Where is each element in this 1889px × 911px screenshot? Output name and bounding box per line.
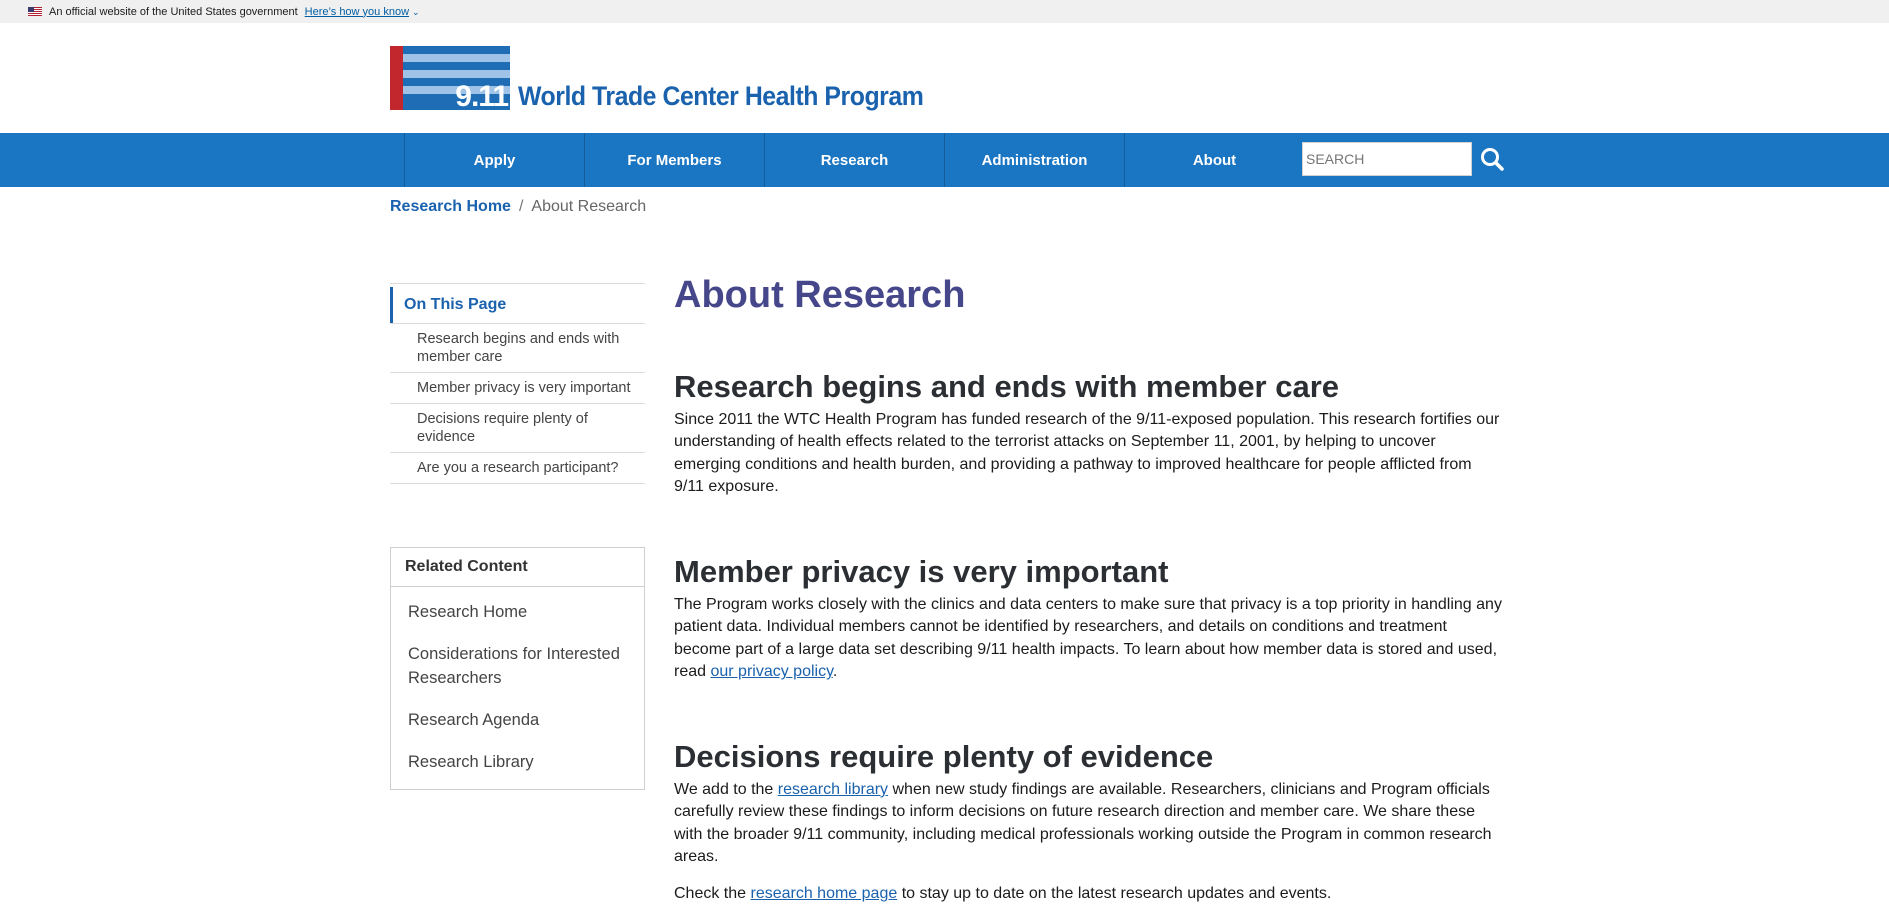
related-content-title: Related Content: [391, 548, 644, 587]
page-title: About Research: [674, 274, 966, 316]
related-link-research-home[interactable]: Research Home: [408, 603, 528, 621]
research-library-link[interactable]: research library: [777, 781, 889, 798]
main-nav: [0, 133, 1889, 187]
nav-item-research[interactable]: Research: [764, 133, 944, 187]
section-body-text: .: [832, 663, 838, 681]
us-flag-icon: [28, 7, 42, 16]
on-this-page-nav: [390, 283, 645, 484]
section-body: [674, 779, 1504, 869]
breadcrumb: [390, 198, 646, 216]
related-link-research-agenda[interactable]: Research Agenda: [408, 711, 540, 729]
main-content: [674, 270, 1504, 902]
logo-mark-icon: [390, 46, 510, 113]
related-content-box: [390, 547, 645, 790]
research-home-page-link[interactable]: research home page: [750, 885, 898, 902]
logo-mark-text: 9.11: [455, 80, 508, 113]
heres-how-you-know-link[interactable]: [305, 6, 420, 18]
site-header: [0, 23, 1889, 133]
related-link-considerations[interactable]: Considerations for Interested Researchers: [408, 645, 620, 687]
breadcrumb-current: About Research: [531, 198, 647, 215]
search-input[interactable]: [1302, 142, 1472, 176]
on-this-page-link-decisions-evidence[interactable]: Decisions require plenty of evidence: [390, 403, 645, 452]
on-this-page-link-member-privacy[interactable]: Member privacy is very important: [390, 372, 645, 403]
gov-banner-text: An official website of the United States government: [49, 5, 298, 18]
section-heading: Member privacy is very important: [674, 554, 1169, 589]
logo-title: World Trade Center Health Program: [518, 81, 924, 111]
section-member-care: [674, 368, 1504, 499]
nav-item-administration[interactable]: Administration: [944, 133, 1124, 187]
nav-item-about[interactable]: About: [1124, 133, 1304, 187]
gov-banner: [0, 0, 1889, 23]
nav-item-apply[interactable]: Apply: [404, 133, 584, 187]
section-body-text: We add to the: [674, 781, 778, 798]
section-heading: Decisions require plenty of evidence: [674, 739, 1214, 774]
section-member-privacy: [674, 553, 1504, 684]
section-decisions-evidence: [674, 738, 1504, 869]
section-decisions-evidence-followup: [674, 883, 1331, 905]
privacy-policy-link[interactable]: our privacy policy: [710, 663, 833, 681]
search-icon: [1478, 145, 1508, 175]
breadcrumb-separator: /: [518, 198, 524, 215]
nav-item-for-members[interactable]: For Members: [584, 133, 764, 187]
section-body: [674, 594, 1504, 684]
section-body-text: Check the: [674, 885, 751, 902]
on-this-page-link-member-care[interactable]: Research begins and ends with member care: [417, 331, 620, 365]
section-heading: Research begins and ends with member care: [674, 369, 1340, 404]
section-body-text: to stay up to date on the latest research updates and events.: [897, 885, 1332, 902]
site-logo[interactable]: [390, 46, 959, 113]
section-body-text: when new study findings are available. Researchers, clinicians and Program officials carefully review these findings to inform decisions on future research direction and member care. We share these with the broader 9/11 community, including medical professionals working outside the Program in common research areas.: [674, 781, 1492, 866]
on-this-page-title: On This Page: [390, 287, 645, 323]
heres-how-you-know-label[interactable]: Here’s how you know: [304, 5, 410, 18]
on-this-page-link-research-participant[interactable]: Are you a research participant?: [390, 452, 645, 483]
section-body-text: The Program works closely with the clinics and data centers to make sure that privacy is a top priority in handling any patient data. Individual members cannot be identified by researchers, and details on conditions and treatment become part of a large data set describing 9/11 health impacts. To learn about how member data is stored and used, read: [674, 596, 1502, 681]
section-body: Since 2011 the WTC Health Program has funded research of the 9/11-exposed population. This research fortifies our understanding of health effects related to the terrorist attacks on September 11, 2001, by helping to uncover emerging conditions and health burden, and providing a pathway to improved healthcare for people afflicted from 9/11 exposure.: [674, 411, 1500, 496]
section-body: [674, 883, 1331, 905]
related-link-research-library[interactable]: Research Library: [408, 753, 534, 771]
breadcrumb-research-home[interactable]: Research Home: [390, 198, 511, 215]
search-button[interactable]: [1478, 145, 1508, 175]
chevron-down-icon: ⌄: [412, 6, 420, 17]
